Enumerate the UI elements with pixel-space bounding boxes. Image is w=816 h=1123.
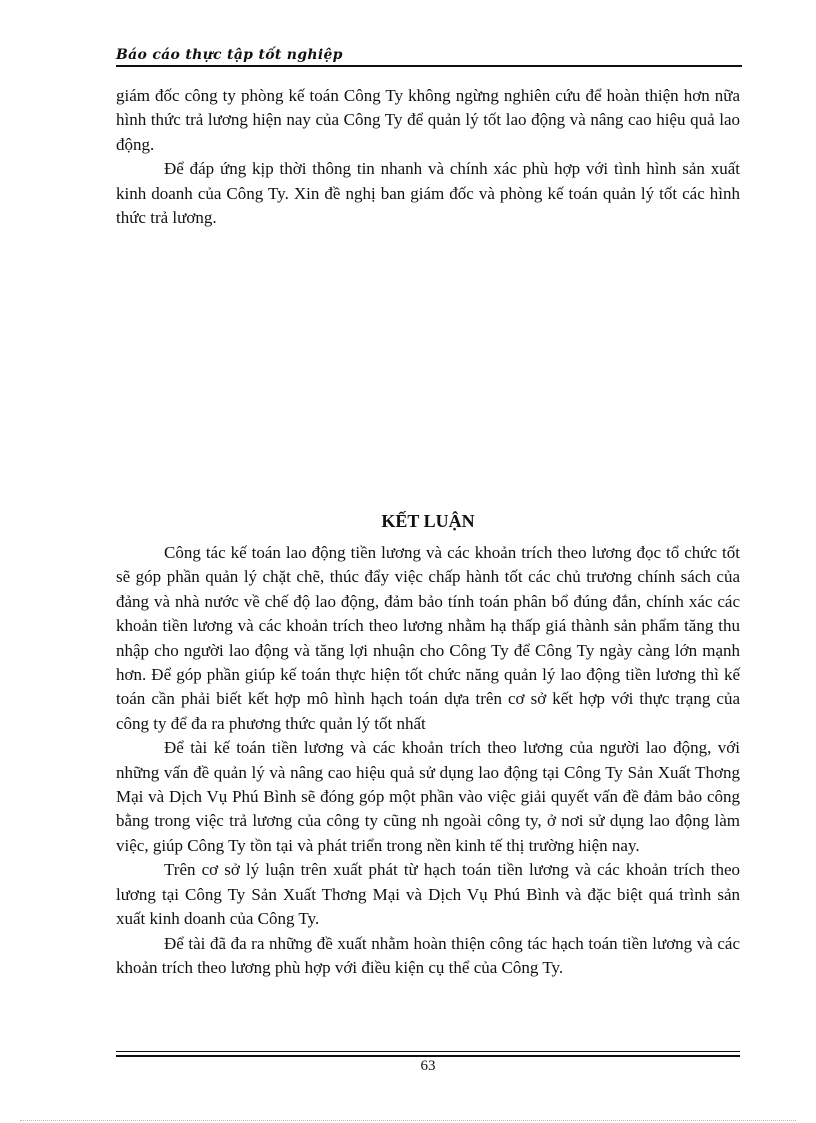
conclusion-paragraph: Để tài đã đa ra những đề xuất nhằm hoàn thiện công tác hạch toán tiền lương và các khoản trích theo lương phù hợp với điều kiện cụ thể của Công Ty.: [116, 933, 740, 977]
header-rule: [116, 65, 742, 67]
header-title: Báo cáo thực tập tốt nghiệp: [116, 47, 343, 63]
intro-section: [116, 84, 740, 230]
page-edge-divider: [20, 1120, 796, 1121]
conclusion-paragraph: Công tác kế toán lao động tiền lương và các khoản trích theo lương đọc tổ chức tốt sẽ góp phần quản lý chặt chẽ, thúc đẩy việc chấp hành tốt các chủ trương chính sách của đảng và nhà nước về chế độ lao động, đảm bảo tính toán phân bổ đúng đắn, chính xác các khoản tiền lương và các khoản trích theo lương nhằm hạ thấp giá thành sản phẩm tăng thu nhập cho người lao động và tăng lợi nhuận cho Công Ty để Công Ty ngày càng lớn mạnh hơn. Để góp phần giúp kế toán thực hiện tốt chức năng quản lý lao động tiền lương thì kế toán cần phải biết kết hợp mô hình hạch toán dựa trên cơ sở kết hợp với thực trạng của công ty để đa ra phương thức quản lý tốt nhất: [116, 543, 740, 733]
intro-paragraph: Để đáp ứng kịp thời thông tin nhanh và chính xác phù hợp với tình hình sản xuất kinh doanh của Công Ty. Xin đề nghị ban giám đốc và phòng kế toán quản lý tốt các hình thức trả lương.: [116, 159, 740, 228]
footer-rule: [116, 1055, 740, 1057]
intro-paragraph: giám đốc công ty phòng kế toán Công Ty không ngừng nghiên cứu để hoàn thiện hơn nữa hình thức trả lương hiện nay của Công Ty để quản lý tốt lao động và nâng cao hiệu quả lao động.: [116, 86, 740, 154]
conclusion-heading: KẾT LUẬN: [381, 511, 475, 531]
page-header: [116, 47, 742, 67]
footer-rule: [116, 1051, 740, 1052]
page-number: 63: [420, 1058, 436, 1074]
conclusion-paragraph: Để tài kế toán tiền lương và các khoản trích theo lương của người lao động, với những vấn đề quản lý và nâng cao hiệu quả sử dụng lao động tại Công Ty Sản Xuất Thơng Mại và Dịch Vụ Phú Bình sẽ đóng góp một phần vào việc giải quyết vấn đề đảm bảo công bằng trong việc trả lương của công ty cũng nh ngoài công ty, ở nơi sử dụng lao động làm việc, giúp Công Ty tồn tại và phát triển trong nền kinh tế thị trường hiện nay.: [116, 738, 740, 855]
conclusion-section: [116, 541, 740, 980]
conclusion-paragraph: Trên cơ sở lý luận trên xuất phát từ hạch toán tiền lương và các khoản trích theo lương tại Công Ty Sản Xuất Thơng Mại và Dịch Vụ Phú Bình và đặc biệt quá trình sản xuất kinh doanh của Công Ty.: [116, 860, 740, 929]
